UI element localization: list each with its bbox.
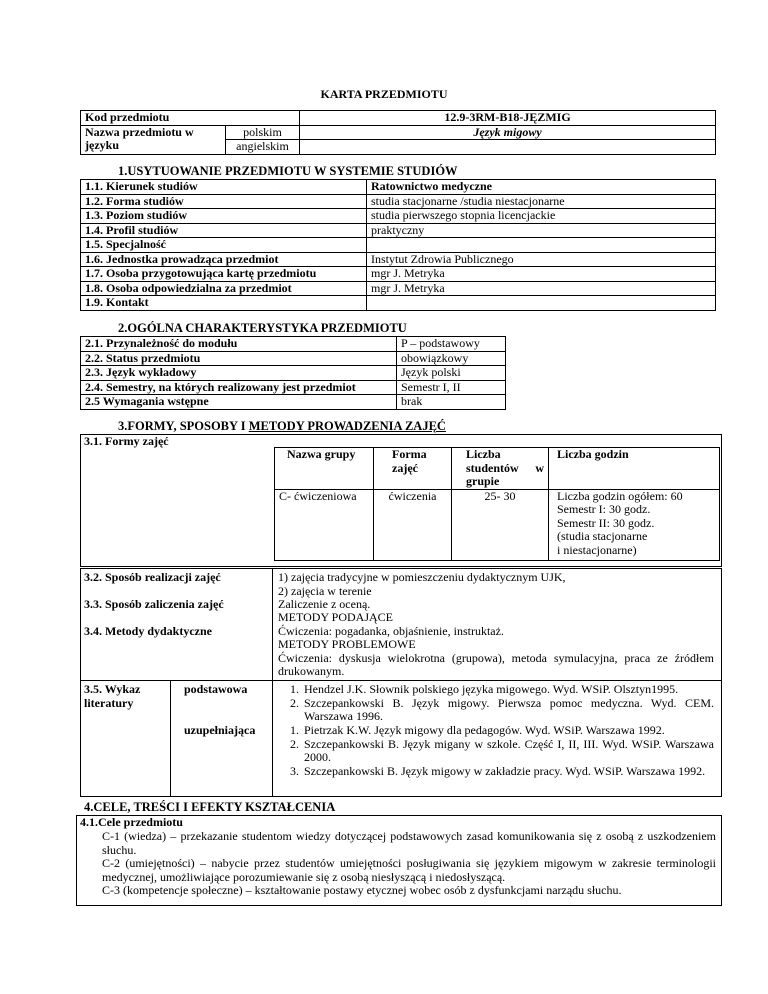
row-value: mgr J. Metryka	[367, 267, 716, 282]
course-code-label: Kod przedmiotu	[81, 111, 300, 126]
list-item: C-3 (kompetencje społeczne) – kształtowanie postawy etycznej wobec osób z dysfunkcjami narządu słuchu.	[102, 883, 622, 897]
hours-line: (studia stacjonarne	[557, 529, 648, 543]
literature-extra-list	[278, 724, 714, 778]
methods-label: 3.4. Metody dydaktyczne	[84, 624, 212, 638]
table-row	[81, 209, 716, 224]
table-row	[81, 395, 506, 410]
literature-basic-label: podstawowa	[184, 682, 248, 696]
row-label: 2.3. Język wykładowy	[81, 366, 397, 381]
row-label: 2.5 Wymagania wstępne	[81, 395, 397, 410]
hours-line: Semestr II: 30 godz.	[557, 515, 655, 530]
table-row	[81, 238, 716, 253]
row-label: 2.4. Semestry, na których realizowany jest przedmiot	[81, 380, 397, 395]
row-value: brak	[397, 395, 506, 410]
row-value: studia stacjonarne /studia niestacjonarne	[367, 194, 716, 209]
realization-list	[278, 571, 566, 598]
table-row	[81, 223, 716, 238]
list-item: 1. Pietrzak K.W. Język migowy dla pedagogów. Wyd. WSiP. Warszawa 1992.	[302, 724, 714, 738]
row-label: 1.6. Jednostka prowadząca przedmiot	[81, 252, 367, 267]
literature-basic-list	[278, 683, 714, 724]
section1-table	[80, 179, 716, 311]
row-label: 1.8. Osoba odpowiedzialna za przedmiot	[81, 281, 367, 296]
row-label: 1.5. Specjalność	[81, 238, 367, 253]
section4-title: 4.CELE, TREŚCI I EFEKTY KSZTAŁCENIA	[84, 800, 336, 814]
list-item: Ćwiczenia: pogadanka, objaśnienie, instruktaż.	[278, 623, 504, 638]
list-item: 1. Hendzel J.K. Słownik polskiego języka migowego. Wyd. WSiP. Olsztyn1995.	[302, 683, 714, 697]
row-value: Semestr I, II	[397, 380, 506, 395]
row-value: studia pierwszego stopnia licencjackie	[367, 209, 716, 224]
lang-pl-label: polskim	[226, 125, 300, 140]
row-label: 1.1. Kierunek studiów	[81, 180, 367, 195]
list-item: 2. Szczepankowski B. Język migowy. Pierwsza pomoc medyczna. Wyd. CEM. Warszawa 1996.	[302, 697, 714, 724]
course-name-en	[300, 140, 716, 155]
row-value: Instytut Zdrowia Publicznego	[367, 252, 716, 267]
row-label: 1.3. Poziom studiów	[81, 209, 367, 224]
credit-value: Zaliczenie z oceną.	[278, 597, 371, 611]
literature-label: 3.5. Wykaz literatury	[84, 682, 141, 710]
students-value: 25- 30	[452, 489, 549, 560]
section3-title	[118, 420, 446, 434]
row-value: Ratownictwo medyczne	[367, 180, 716, 195]
row-value	[367, 238, 716, 253]
list-item: 1) zajęcia tradycyjne w pomieszczeniu dydaktycznym UJK,	[278, 570, 566, 584]
forms-table	[274, 447, 720, 561]
list-item: 3. Szczepankowski B. Język migowy w zakładzie pracy. Wyd. WSiP. Warszawa 1992.	[302, 765, 714, 779]
group-value: C- ćwiczeniowa	[275, 489, 374, 560]
list-item: 2. Szczepankowski B. Język migany w szkole. Część I, II, III. Wyd. WSiP. Warszawa 2000.	[302, 738, 714, 765]
list-item: 2) zajęcia w terenie	[278, 583, 372, 598]
row-value: obowiązkowy	[397, 351, 506, 366]
table-row	[81, 380, 506, 395]
hours-line: Liczba godzin ogółem: 60	[557, 488, 683, 503]
header-group: Nazwa grupy	[275, 448, 374, 490]
row-label: 1.9. Kontakt	[81, 296, 367, 311]
course-code-value: 12.9-3RM-B18-JĘZMIG	[300, 111, 716, 126]
table-row	[81, 180, 716, 195]
section1-title: 1.USYTUOWANIE PRZEDMIOTU W SYSTEMIE STUDIÓW	[118, 164, 458, 178]
row-label: 2.1. Przynależność do modułu	[81, 337, 397, 352]
table-row	[81, 281, 716, 296]
header-hours: Liczba godzin	[549, 448, 720, 490]
header-form: Forma zajęć	[374, 448, 452, 490]
section3-title-prefix: 3.FORMY, SPOSOBY I	[118, 419, 249, 433]
row-value	[367, 296, 716, 311]
lang-en-label: angielskim	[226, 140, 300, 155]
list-item: C-1 (wiedza) – przekazanie studentom wiedzy dotyczącej podstawowych zasad komunikowania się z osobą z uszkodzeniem słuchu.	[102, 829, 716, 857]
hours-line: Semestr I: 30 godz.	[557, 502, 651, 516]
section2-title: 2.OGÓLNA CHARAKTERYSTYKA PRZEDMIOTU	[118, 321, 407, 335]
table-row	[81, 337, 506, 352]
course-name-pl: Język migowy	[300, 125, 716, 140]
table-row	[81, 267, 716, 282]
table-row	[81, 194, 716, 209]
section3-title-underlined: METODY PROWADZENIA ZAJĘĆ	[248, 419, 446, 433]
hours-line: i niestacjonarne)	[557, 542, 637, 557]
realization-label: 3.2. Sposób realizacji zajęć	[84, 570, 221, 584]
row-value: Język polski	[397, 366, 506, 381]
list-item: C-2 (umiejętności) – nabycie przez studentów umiejętności posługiwania się językiem migowym w zakresie terminologii medycznej, umożliwiające porozumiewanie się z osobą niesłyszącą i niedosłyszącą.	[102, 856, 716, 884]
methods-list	[278, 611, 714, 679]
goals-label: 4.1.Cele przedmiotu	[80, 815, 183, 829]
list-item: METODY PROBLEMOWE	[278, 637, 416, 651]
list-item: METODY PODAJĄCE	[278, 610, 394, 624]
form-value: ćwiczenia	[374, 489, 452, 560]
hours-value	[549, 489, 720, 560]
course-header-table	[80, 110, 716, 155]
document-title: KARTA PRZEDMIOTU	[320, 87, 448, 101]
table-row	[81, 252, 716, 267]
credit-label: 3.3. Sposób zaliczenia zajęć	[84, 597, 224, 611]
table-row	[81, 366, 506, 381]
row-label: 1.7. Osoba przygotowująca kartę przedmiotu	[81, 267, 367, 282]
row-label: 2.2. Status przedmiotu	[81, 351, 397, 366]
list-item: Ćwiczenia: dyskusja wielokrotna (grupowa), metoda symulacyjna, praca ze źródłem drukowanym.	[278, 650, 714, 678]
goals-list	[102, 830, 716, 898]
header-students: Liczba studentów w grupie	[452, 448, 549, 490]
table-row	[81, 296, 716, 311]
forms-label: 3.1. Formy zajęć	[84, 434, 169, 448]
row-value: P – podstawowy	[397, 337, 506, 352]
row-label: 1.4. Profil studiów	[81, 223, 367, 238]
course-name-label: Nazwa przedmiotu w języku	[81, 125, 226, 154]
row-value: praktyczny	[367, 223, 716, 238]
section2-table	[80, 336, 506, 410]
literature-extra-label: uzupełniająca	[184, 723, 256, 737]
row-value: mgr J. Metryka	[367, 281, 716, 296]
row-label: 1.2. Forma studiów	[81, 194, 367, 209]
table-row	[81, 351, 506, 366]
